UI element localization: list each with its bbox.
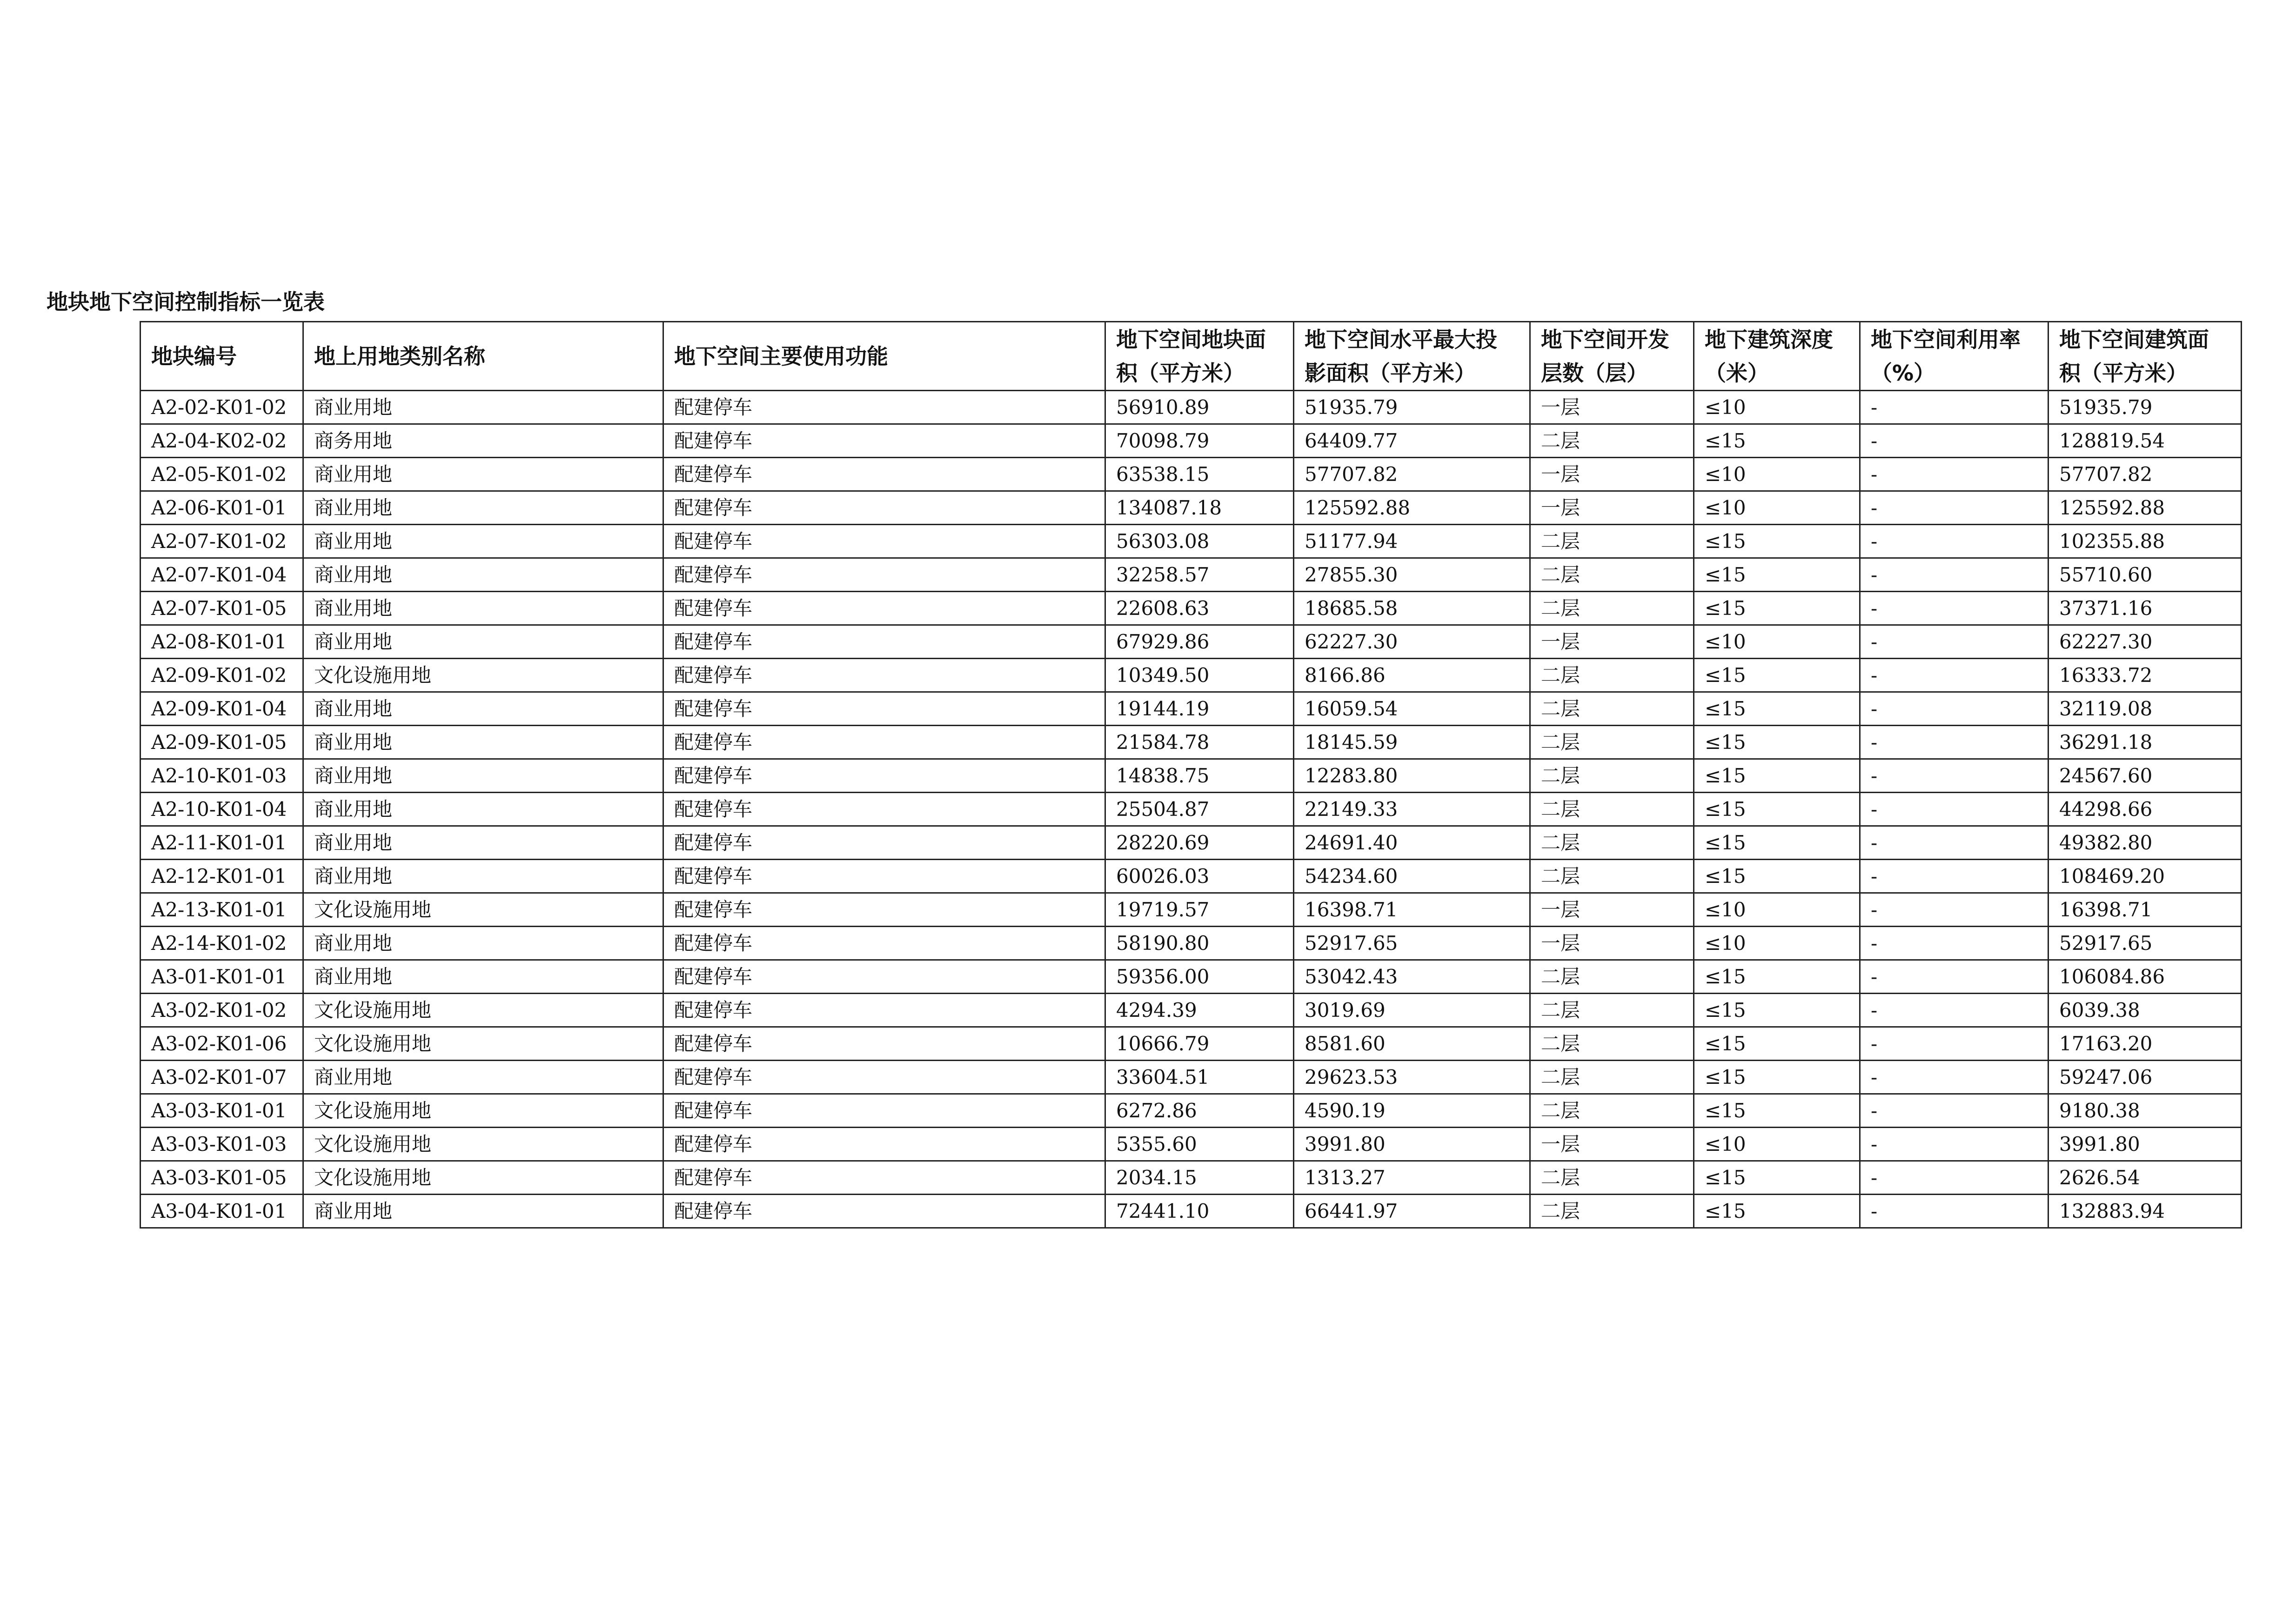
land-use-cell: 商业用地 xyxy=(303,391,663,424)
building-area-cell: 16398.71 xyxy=(2048,893,2242,927)
projection-area-cell: 64409.77 xyxy=(1294,424,1530,458)
utilization-rate-cell: - xyxy=(1860,994,2048,1027)
table-row xyxy=(141,927,2242,960)
land-use-cell: 文化设施用地 xyxy=(303,659,663,692)
header-building-area: 地下空间建筑面 积（平方米） xyxy=(2048,322,2242,391)
plot-area-cell: 67929.86 xyxy=(1105,625,1294,659)
utilization-rate-cell: - xyxy=(1860,1128,2048,1161)
table-row xyxy=(141,759,2242,793)
depth-cell: ≤15 xyxy=(1694,960,1860,994)
underground-space-index-table xyxy=(140,321,2242,1229)
depth-cell: ≤15 xyxy=(1694,759,1860,793)
floors-cell: 二层 xyxy=(1530,826,1694,860)
function-cell: 配建停车 xyxy=(663,692,1105,726)
depth-cell: ≤15 xyxy=(1694,424,1860,458)
plot-area-cell: 6272.86 xyxy=(1105,1094,1294,1128)
plot-id-cell: A2-07-K01-05 xyxy=(141,592,303,625)
depth-cell: ≤15 xyxy=(1694,994,1860,1027)
land-use-cell: 商业用地 xyxy=(303,860,663,893)
projection-area-cell: 24691.40 xyxy=(1294,826,1530,860)
page-title: 地块地下空间控制指标一览表 xyxy=(47,289,325,314)
function-cell: 配建停车 xyxy=(663,1027,1105,1061)
table-row xyxy=(141,1128,2242,1161)
depth-cell: ≤15 xyxy=(1694,525,1860,558)
plot-id-cell: A2-05-K01-02 xyxy=(141,458,303,491)
utilization-rate-cell: - xyxy=(1860,1161,2048,1195)
plot-area-cell: 72441.10 xyxy=(1105,1195,1294,1228)
plot-area-cell: 10349.50 xyxy=(1105,659,1294,692)
building-area-cell: 37371.16 xyxy=(2048,592,2242,625)
function-cell: 配建停车 xyxy=(663,458,1105,491)
table-row xyxy=(141,458,2242,491)
building-area-cell: 32119.08 xyxy=(2048,692,2242,726)
plot-area-cell: 59356.00 xyxy=(1105,960,1294,994)
land-use-cell: 商业用地 xyxy=(303,826,663,860)
floors-cell: 二层 xyxy=(1530,592,1694,625)
floors-cell: 二层 xyxy=(1530,692,1694,726)
plot-area-cell: 63538.15 xyxy=(1105,458,1294,491)
plot-id-cell: A2-09-K01-05 xyxy=(141,726,303,759)
plot-area-cell: 14838.75 xyxy=(1105,759,1294,793)
table-row xyxy=(141,1061,2242,1094)
building-area-cell: 44298.66 xyxy=(2048,793,2242,826)
utilization-rate-cell: - xyxy=(1860,1061,2048,1094)
header-depth: 地下建筑深度 （米） xyxy=(1694,322,1860,391)
floors-cell: 二层 xyxy=(1530,1094,1694,1128)
function-cell: 配建停车 xyxy=(663,927,1105,960)
table-row xyxy=(141,391,2242,424)
function-cell: 配建停车 xyxy=(663,960,1105,994)
function-cell: 配建停车 xyxy=(663,1061,1105,1094)
building-area-cell: 125592.88 xyxy=(2048,491,2242,525)
plot-area-cell: 28220.69 xyxy=(1105,826,1294,860)
function-cell: 配建停车 xyxy=(663,860,1105,893)
utilization-rate-cell: - xyxy=(1860,424,2048,458)
utilization-rate-cell: - xyxy=(1860,659,2048,692)
table-row xyxy=(141,659,2242,692)
plot-area-cell: 56910.89 xyxy=(1105,391,1294,424)
plot-id-cell: A2-02-K01-02 xyxy=(141,391,303,424)
table-row xyxy=(141,558,2242,592)
plot-area-cell: 25504.87 xyxy=(1105,793,1294,826)
projection-area-cell: 1313.27 xyxy=(1294,1161,1530,1195)
floors-cell: 二层 xyxy=(1530,1195,1694,1228)
floors-cell: 二层 xyxy=(1530,1027,1694,1061)
projection-area-cell: 57707.82 xyxy=(1294,458,1530,491)
floors-cell: 一层 xyxy=(1530,625,1694,659)
plot-id-cell: A3-02-K01-07 xyxy=(141,1061,303,1094)
table-row xyxy=(141,525,2242,558)
depth-cell: ≤15 xyxy=(1694,860,1860,893)
projection-area-cell: 4590.19 xyxy=(1294,1094,1530,1128)
utilization-rate-cell: - xyxy=(1860,558,2048,592)
projection-area-cell: 3019.69 xyxy=(1294,994,1530,1027)
projection-area-cell: 125592.88 xyxy=(1294,491,1530,525)
utilization-rate-cell: - xyxy=(1860,592,2048,625)
building-area-cell: 128819.54 xyxy=(2048,424,2242,458)
utilization-rate-cell: - xyxy=(1860,860,2048,893)
depth-cell: ≤10 xyxy=(1694,491,1860,525)
function-cell: 配建停车 xyxy=(663,1128,1105,1161)
utilization-rate-cell: - xyxy=(1860,726,2048,759)
table-row xyxy=(141,994,2242,1027)
plot-id-cell: A2-09-K01-04 xyxy=(141,692,303,726)
depth-cell: ≤10 xyxy=(1694,391,1860,424)
building-area-cell: 2626.54 xyxy=(2048,1161,2242,1195)
plot-id-cell: A3-03-K01-05 xyxy=(141,1161,303,1195)
plot-id-cell: A2-07-K01-02 xyxy=(141,525,303,558)
table-row xyxy=(141,860,2242,893)
plot-id-cell: A3-03-K01-01 xyxy=(141,1094,303,1128)
floors-cell: 一层 xyxy=(1530,893,1694,927)
utilization-rate-cell: - xyxy=(1860,927,2048,960)
land-use-cell: 商业用地 xyxy=(303,1195,663,1228)
building-area-cell: 49382.80 xyxy=(2048,826,2242,860)
plot-id-cell: A2-10-K01-04 xyxy=(141,793,303,826)
utilization-rate-cell: - xyxy=(1860,458,2048,491)
plot-id-cell: A3-03-K01-03 xyxy=(141,1128,303,1161)
plot-id-cell: A2-09-K01-02 xyxy=(141,659,303,692)
projection-area-cell: 52917.65 xyxy=(1294,927,1530,960)
land-use-cell: 文化设施用地 xyxy=(303,1161,663,1195)
utilization-rate-cell: - xyxy=(1860,391,2048,424)
plot-area-cell: 60026.03 xyxy=(1105,860,1294,893)
table-header-row xyxy=(141,322,2242,391)
land-use-cell: 商业用地 xyxy=(303,692,663,726)
depth-cell: ≤10 xyxy=(1694,927,1860,960)
table-row xyxy=(141,1094,2242,1128)
projection-area-cell: 51935.79 xyxy=(1294,391,1530,424)
header-floors: 地下空间开发 层数（层） xyxy=(1530,322,1694,391)
plot-area-cell: 19144.19 xyxy=(1105,692,1294,726)
land-use-cell: 商业用地 xyxy=(303,726,663,759)
table-row xyxy=(141,1195,2242,1228)
depth-cell: ≤15 xyxy=(1694,1161,1860,1195)
land-use-cell: 商业用地 xyxy=(303,458,663,491)
land-use-cell: 商务用地 xyxy=(303,424,663,458)
plot-id-cell: A2-06-K01-01 xyxy=(141,491,303,525)
floors-cell: 二层 xyxy=(1530,793,1694,826)
function-cell: 配建停车 xyxy=(663,759,1105,793)
depth-cell: ≤10 xyxy=(1694,1128,1860,1161)
building-area-cell: 6039.38 xyxy=(2048,994,2242,1027)
depth-cell: ≤15 xyxy=(1694,826,1860,860)
function-cell: 配建停车 xyxy=(663,726,1105,759)
projection-area-cell: 53042.43 xyxy=(1294,960,1530,994)
plot-id-cell: A2-12-K01-01 xyxy=(141,860,303,893)
floors-cell: 二层 xyxy=(1530,726,1694,759)
plot-id-cell: A2-14-K01-02 xyxy=(141,927,303,960)
plot-id-cell: A3-04-K01-01 xyxy=(141,1195,303,1228)
function-cell: 配建停车 xyxy=(663,558,1105,592)
building-area-cell: 132883.94 xyxy=(2048,1195,2242,1228)
floors-cell: 一层 xyxy=(1530,391,1694,424)
projection-area-cell: 66441.97 xyxy=(1294,1195,1530,1228)
utilization-rate-cell: - xyxy=(1860,793,2048,826)
table-row xyxy=(141,1027,2242,1061)
header-utilization-rate: 地下空间利用率 （%） xyxy=(1860,322,2048,391)
building-area-cell: 51935.79 xyxy=(2048,391,2242,424)
land-use-cell: 商业用地 xyxy=(303,592,663,625)
plot-id-cell: A3-02-K01-06 xyxy=(141,1027,303,1061)
building-area-cell: 106084.86 xyxy=(2048,960,2242,994)
function-cell: 配建停车 xyxy=(663,625,1105,659)
table-row xyxy=(141,592,2242,625)
land-use-cell: 商业用地 xyxy=(303,558,663,592)
floors-cell: 二层 xyxy=(1530,860,1694,893)
floors-cell: 二层 xyxy=(1530,994,1694,1027)
depth-cell: ≤15 xyxy=(1694,1027,1860,1061)
land-use-cell: 商业用地 xyxy=(303,525,663,558)
plot-id-cell: A2-04-K02-02 xyxy=(141,424,303,458)
projection-area-cell: 18145.59 xyxy=(1294,726,1530,759)
floors-cell: 二层 xyxy=(1530,525,1694,558)
building-area-cell: 108469.20 xyxy=(2048,860,2242,893)
plot-area-cell: 19719.57 xyxy=(1105,893,1294,927)
land-use-cell: 商业用地 xyxy=(303,793,663,826)
floors-cell: 二层 xyxy=(1530,1061,1694,1094)
table-row xyxy=(141,726,2242,759)
projection-area-cell: 8581.60 xyxy=(1294,1027,1530,1061)
header-projection-area: 地下空间水平最大投 影面积（平方米） xyxy=(1294,322,1530,391)
depth-cell: ≤15 xyxy=(1694,692,1860,726)
function-cell: 配建停车 xyxy=(663,592,1105,625)
function-cell: 配建停车 xyxy=(663,793,1105,826)
floors-cell: 二层 xyxy=(1530,1161,1694,1195)
table-row xyxy=(141,793,2242,826)
land-use-cell: 商业用地 xyxy=(303,1061,663,1094)
plot-area-cell: 33604.51 xyxy=(1105,1061,1294,1094)
function-cell: 配建停车 xyxy=(663,1094,1105,1128)
header-plot-id: 地块编号 xyxy=(141,322,303,391)
depth-cell: ≤15 xyxy=(1694,1094,1860,1128)
plot-id-cell: A2-07-K01-04 xyxy=(141,558,303,592)
plot-id-cell: A2-08-K01-01 xyxy=(141,625,303,659)
plot-area-cell: 21584.78 xyxy=(1105,726,1294,759)
utilization-rate-cell: - xyxy=(1860,525,2048,558)
building-area-cell: 102355.88 xyxy=(2048,525,2242,558)
utilization-rate-cell: - xyxy=(1860,893,2048,927)
building-area-cell: 16333.72 xyxy=(2048,659,2242,692)
plot-area-cell: 58190.80 xyxy=(1105,927,1294,960)
depth-cell: ≤15 xyxy=(1694,793,1860,826)
land-use-cell: 文化设施用地 xyxy=(303,1027,663,1061)
building-area-cell: 36291.18 xyxy=(2048,726,2242,759)
function-cell: 配建停车 xyxy=(663,1161,1105,1195)
projection-area-cell: 22149.33 xyxy=(1294,793,1530,826)
depth-cell: ≤15 xyxy=(1694,558,1860,592)
building-area-cell: 52917.65 xyxy=(2048,927,2242,960)
plot-area-cell: 10666.79 xyxy=(1105,1027,1294,1061)
floors-cell: 二层 xyxy=(1530,424,1694,458)
floors-cell: 一层 xyxy=(1530,491,1694,525)
utilization-rate-cell: - xyxy=(1860,1094,2048,1128)
plot-area-cell: 134087.18 xyxy=(1105,491,1294,525)
land-use-cell: 文化设施用地 xyxy=(303,1094,663,1128)
floors-cell: 二层 xyxy=(1530,759,1694,793)
plot-area-cell: 70098.79 xyxy=(1105,424,1294,458)
land-use-cell: 文化设施用地 xyxy=(303,994,663,1027)
function-cell: 配建停车 xyxy=(663,424,1105,458)
function-cell: 配建停车 xyxy=(663,826,1105,860)
utilization-rate-cell: - xyxy=(1860,1195,2048,1228)
depth-cell: ≤15 xyxy=(1694,726,1860,759)
building-area-cell: 9180.38 xyxy=(2048,1094,2242,1128)
utilization-rate-cell: - xyxy=(1860,625,2048,659)
building-area-cell: 57707.82 xyxy=(2048,458,2242,491)
projection-area-cell: 3991.80 xyxy=(1294,1128,1530,1161)
depth-cell: ≤15 xyxy=(1694,659,1860,692)
depth-cell: ≤15 xyxy=(1694,1195,1860,1228)
plot-id-cell: A3-02-K01-02 xyxy=(141,994,303,1027)
header-land-use: 地上用地类别名称 xyxy=(303,322,663,391)
land-use-cell: 文化设施用地 xyxy=(303,1128,663,1161)
function-cell: 配建停车 xyxy=(663,1195,1105,1228)
land-use-cell: 商业用地 xyxy=(303,625,663,659)
building-area-cell: 24567.60 xyxy=(2048,759,2242,793)
floors-cell: 一层 xyxy=(1530,927,1694,960)
plot-area-cell: 22608.63 xyxy=(1105,592,1294,625)
table-row xyxy=(141,491,2242,525)
depth-cell: ≤15 xyxy=(1694,1061,1860,1094)
projection-area-cell: 27855.30 xyxy=(1294,558,1530,592)
depth-cell: ≤10 xyxy=(1694,625,1860,659)
function-cell: 配建停车 xyxy=(663,659,1105,692)
plot-area-cell: 56303.08 xyxy=(1105,525,1294,558)
depth-cell: ≤15 xyxy=(1694,592,1860,625)
plot-area-cell: 4294.39 xyxy=(1105,994,1294,1027)
plot-id-cell: A2-11-K01-01 xyxy=(141,826,303,860)
utilization-rate-cell: - xyxy=(1860,491,2048,525)
building-area-cell: 62227.30 xyxy=(2048,625,2242,659)
floors-cell: 一层 xyxy=(1530,458,1694,491)
building-area-cell: 59247.06 xyxy=(2048,1061,2242,1094)
table-row xyxy=(141,625,2242,659)
plot-area-cell: 2034.15 xyxy=(1105,1161,1294,1195)
projection-area-cell: 16059.54 xyxy=(1294,692,1530,726)
depth-cell: ≤10 xyxy=(1694,458,1860,491)
floors-cell: 二层 xyxy=(1530,659,1694,692)
table-body xyxy=(141,391,2242,1228)
building-area-cell: 3991.80 xyxy=(2048,1128,2242,1161)
utilization-rate-cell: - xyxy=(1860,1027,2048,1061)
table-row xyxy=(141,1161,2242,1195)
projection-area-cell: 16398.71 xyxy=(1294,893,1530,927)
land-use-cell: 商业用地 xyxy=(303,759,663,793)
function-cell: 配建停车 xyxy=(663,893,1105,927)
projection-area-cell: 18685.58 xyxy=(1294,592,1530,625)
projection-area-cell: 54234.60 xyxy=(1294,860,1530,893)
floors-cell: 二层 xyxy=(1530,558,1694,592)
projection-area-cell: 8166.86 xyxy=(1294,659,1530,692)
function-cell: 配建停车 xyxy=(663,525,1105,558)
plot-id-cell: A3-01-K01-01 xyxy=(141,960,303,994)
table-row xyxy=(141,893,2242,927)
floors-cell: 二层 xyxy=(1530,960,1694,994)
depth-cell: ≤10 xyxy=(1694,893,1860,927)
land-use-cell: 商业用地 xyxy=(303,960,663,994)
projection-area-cell: 12283.80 xyxy=(1294,759,1530,793)
header-plot-area: 地下空间地块面 积（平方米） xyxy=(1105,322,1294,391)
table-row xyxy=(141,692,2242,726)
projection-area-cell: 51177.94 xyxy=(1294,525,1530,558)
projection-area-cell: 29623.53 xyxy=(1294,1061,1530,1094)
function-cell: 配建停车 xyxy=(663,491,1105,525)
land-use-cell: 文化设施用地 xyxy=(303,893,663,927)
plot-id-cell: A2-13-K01-01 xyxy=(141,893,303,927)
floors-cell: 一层 xyxy=(1530,1128,1694,1161)
building-area-cell: 17163.20 xyxy=(2048,1027,2242,1061)
plot-area-cell: 5355.60 xyxy=(1105,1128,1294,1161)
table-row xyxy=(141,826,2242,860)
function-cell: 配建停车 xyxy=(663,994,1105,1027)
table-row xyxy=(141,960,2242,994)
utilization-rate-cell: - xyxy=(1860,692,2048,726)
utilization-rate-cell: - xyxy=(1860,759,2048,793)
land-use-cell: 商业用地 xyxy=(303,927,663,960)
plot-id-cell: A2-10-K01-03 xyxy=(141,759,303,793)
land-use-cell: 商业用地 xyxy=(303,491,663,525)
table-row xyxy=(141,424,2242,458)
utilization-rate-cell: - xyxy=(1860,960,2048,994)
building-area-cell: 55710.60 xyxy=(2048,558,2242,592)
plot-area-cell: 32258.57 xyxy=(1105,558,1294,592)
utilization-rate-cell: - xyxy=(1860,826,2048,860)
header-main-function: 地下空间主要使用功能 xyxy=(663,322,1105,391)
function-cell: 配建停车 xyxy=(663,391,1105,424)
projection-area-cell: 62227.30 xyxy=(1294,625,1530,659)
